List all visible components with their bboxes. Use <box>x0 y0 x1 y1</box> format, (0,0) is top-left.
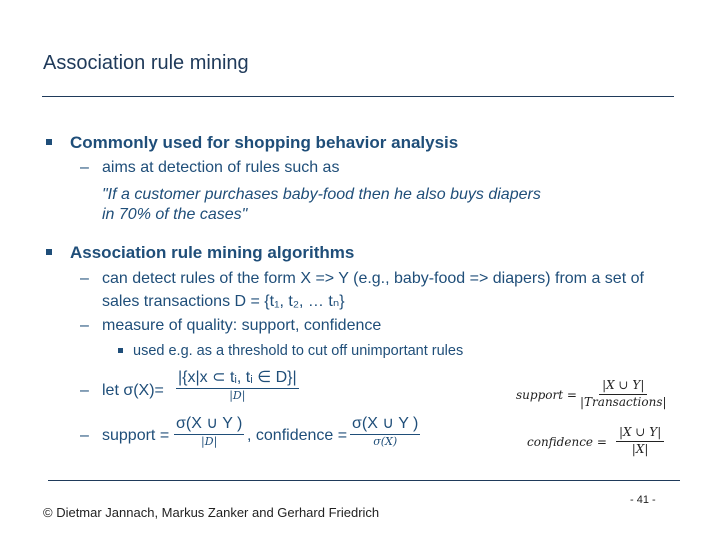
sub-bullet-quality: measure of quality: support, confidence <box>102 317 382 334</box>
bullet-shopping-behavior: Commonly used for shopping behavior analysis <box>70 133 459 152</box>
support-formula-lhs: support = <box>516 388 577 402</box>
quote-line-2: in 70% of the cases" <box>102 206 248 223</box>
footer-divider <box>48 480 680 481</box>
confidence-fraction <box>350 415 420 449</box>
quote-line-1: "If a customer purchases baby-food then he also buys diapers <box>102 186 541 203</box>
dash-icon: – <box>80 382 89 399</box>
support-formula-denominator: |Transactions| <box>580 395 667 409</box>
confidence-formula-numerator: |X ∪ Y| <box>616 425 664 442</box>
confidence-label: , confidence = <box>247 427 348 444</box>
dash-icon: – <box>80 427 89 444</box>
sub-sub-bullet-threshold: used e.g. as a threshold to cut off unimportant rules <box>133 343 464 359</box>
small-bullet-square-icon <box>118 348 123 353</box>
confidence-formula-denominator: |X| <box>631 442 649 456</box>
support-formula-fraction <box>580 378 667 410</box>
confidence-formula-lhs: confidence = <box>527 435 607 449</box>
support-denominator: |D| <box>201 435 218 448</box>
support-fraction <box>174 415 244 449</box>
sub-bullet-rules-form: can detect rules of the form X => Y (e.g., baby-food => diapers) from a set of <box>102 270 644 287</box>
title-divider <box>42 96 674 97</box>
support-formula-numerator: |X ∪ Y| <box>599 378 647 395</box>
sub-bullet-detection: aims at detection of rules such as <box>102 159 340 176</box>
support-label: support = <box>102 427 170 444</box>
footer-copyright: © Dietmar Jannach, Markus Zanker and Gerhard Friedrich <box>43 505 380 520</box>
dash-icon: – <box>80 159 89 176</box>
bullet-square-icon <box>46 249 52 255</box>
page-number: - 41 - <box>630 494 656 506</box>
sigma-denominator: |D| <box>229 389 246 402</box>
sigma-fraction <box>176 369 299 403</box>
confidence-numerator: σ(X ∪ Y ) <box>350 415 420 435</box>
bullet-algorithms: Association rule mining algorithms <box>70 243 355 262</box>
sub-bullet-rules-form-cont: sales transactions D = {t₁, t₂, … tₙ} <box>102 293 345 310</box>
sigma-numerator: |{x|x ⊂ tᵢ, tᵢ ∈ D}| <box>176 369 299 389</box>
slide-title: Association rule mining <box>43 52 249 74</box>
support-numerator: σ(X ∪ Y ) <box>174 415 244 435</box>
dash-icon: – <box>80 270 89 287</box>
let-sigma-label: let σ(X)= <box>102 382 164 399</box>
confidence-formula-fraction <box>616 425 664 457</box>
bullet-square-icon <box>46 139 52 145</box>
confidence-denominator: σ(X) <box>373 435 398 448</box>
dash-icon: – <box>80 317 89 334</box>
